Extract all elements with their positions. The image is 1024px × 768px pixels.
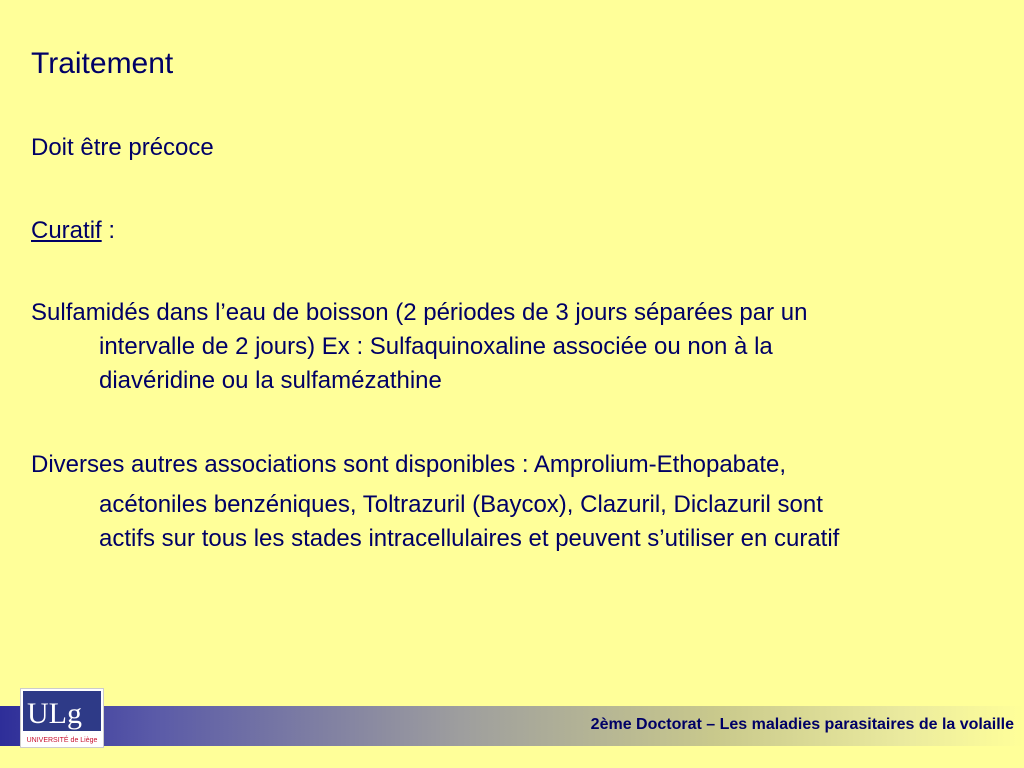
- curative-label: Curatif: [31, 217, 102, 244]
- paragraph-precocity: [31, 131, 991, 165]
- paragraph-line: acétoniles benzéniques, Toltrazuril (Baycox), Clazuril, Diclazuril sont: [99, 491, 823, 518]
- paragraph-line: actifs sur tous les stades intracellulaires et peuvent s’utiliser en curatif: [99, 525, 840, 552]
- curative-colon: :: [101, 217, 116, 244]
- paragraph-sulfonamides: [31, 296, 991, 398]
- paragraph-line: Doit être précoce: [31, 134, 214, 161]
- paragraph-line: diavéridine ou la sulfamézathine: [99, 367, 442, 394]
- paragraph-line: Diverses autres associations sont disponibles : Amprolium-Ethopabate,: [31, 451, 787, 478]
- paragraph-line: Sulfamidés dans l’eau de boisson (2 périodes de 3 jours séparées par un: [31, 299, 808, 326]
- paragraph-curative-heading: [31, 214, 991, 248]
- paragraph-other-associations: [31, 448, 991, 556]
- slide-title: Traitement: [31, 47, 174, 80]
- paragraph-line: intervalle de 2 jours) Ex : Sulfaquinoxaline associée ou non à la: [99, 333, 773, 360]
- logo-subtitle: UNIVERSITÉ de Liège: [26, 737, 98, 744]
- ulg-logo-icon: [21, 689, 103, 747]
- paragraph-line: [31, 214, 991, 248]
- ulg-logo: [20, 688, 104, 748]
- footer-course-title: 2ème Doctorat – Les maladies parasitaires de la volaille: [590, 716, 1014, 733]
- logo-letters: ULg: [27, 697, 82, 730]
